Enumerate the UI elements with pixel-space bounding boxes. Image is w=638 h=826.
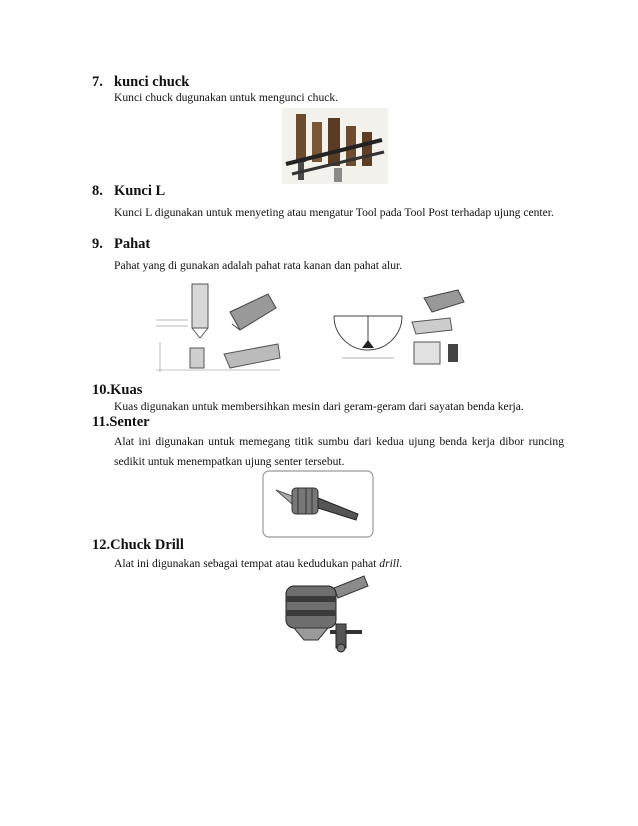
heading-senter: [92, 414, 150, 431]
heading-number: 11.: [92, 414, 110, 430]
heading-number: 9.: [92, 236, 103, 252]
paragraph-senter: Alat ini digunakan untuk memegang titik sumbu dari kedua ujung benda kerja dibor runcing sedikit untuk menempatkan ujung senter tersebut.: [114, 435, 564, 468]
heading-title: Kuas: [110, 382, 143, 398]
heading-number: 8.: [92, 183, 103, 199]
paragraph-pahat: Pahat yang di gunakan adalah pahat rata kanan dan pahat alur.: [114, 259, 403, 272]
heading-title: kunci chuck: [114, 74, 190, 90]
heading-number: 10.: [92, 382, 111, 398]
heading-title: Senter: [109, 414, 150, 430]
heading-title: Kunci L: [114, 183, 166, 199]
paragraph-end: .: [399, 557, 403, 570]
heading-chuck-drill: [92, 537, 184, 554]
heading-number: 7.: [92, 74, 103, 90]
live-center-photo: [262, 470, 374, 538]
chuck-key-photo: [282, 108, 388, 184]
cutting-tool-diagram: [150, 282, 290, 374]
heading-title: Chuck Drill: [110, 537, 184, 553]
heading-title: Pahat: [114, 236, 151, 252]
paragraph-text: Alat ini digunakan sebagai tempat atau kedudukan pahat: [114, 557, 380, 570]
heading-number: 12.: [92, 537, 111, 553]
drill-chuck-photo: [264, 574, 370, 654]
heading-kunci-l: [92, 183, 165, 200]
grooving-tool-diagram: [318, 286, 470, 374]
paragraph-kuas: Kuas digunakan untuk membersihkan mesin dari geram-geram dari sayatan benda kerja.: [114, 400, 524, 413]
heading-pahat: [92, 236, 150, 253]
paragraph-kunci-l: Kunci L digunakan untuk menyeting atau mengatur Tool pada Tool Post terhadap ujung center.: [114, 206, 554, 219]
paragraph-chuck-drill: [114, 554, 564, 574]
paragraph-kunci-chuck: Kunci chuck dugunakan untuk mengunci chuck.: [114, 91, 339, 104]
paragraph-italic-term: drill: [379, 557, 400, 570]
